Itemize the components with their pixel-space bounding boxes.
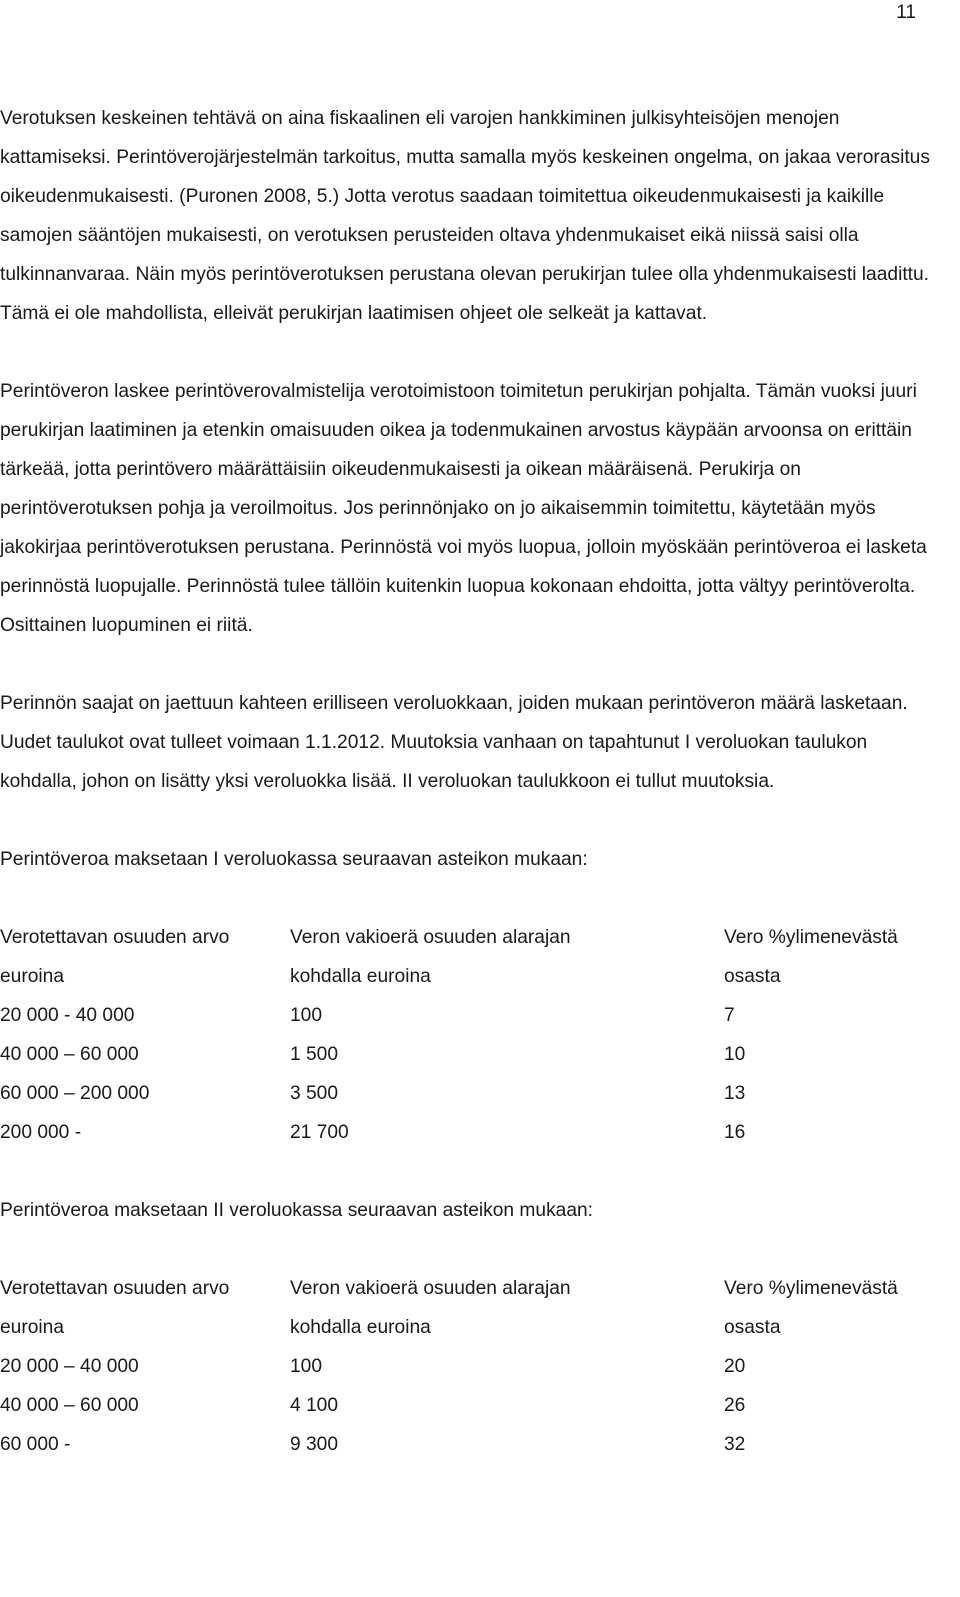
header-fixed-amount: Veron vakioerä osuuden alarajan	[290, 927, 571, 948]
header-fixed-amount: Veron vakioerä osuuden alarajan	[290, 1278, 571, 1299]
header-taxable-value-cont: euroina	[0, 966, 65, 987]
cell-value-range: 60 000 -	[0, 1434, 71, 1455]
paragraph-tax-classes: Perinnön saajat on jaettuun kahteen erilliseen veroluokkaan, joiden mukaan perintöveron määrä lasketaan. Uudet taulukot ovat tulleet voimaan 1.1.2012. Muutoksia vanhaan on tapahtunut I veroluokan taulukon kohdalla, johon on lisätty yksi veroluokka lisää. II veroluokan taulukkoon ei tullut muutoksia.	[0, 693, 908, 792]
cell-tax-percent: 13	[724, 1083, 746, 1104]
cell-value-range: 20 000 - 40 000	[0, 1005, 135, 1026]
header-taxable-value-cont: euroina	[0, 1317, 65, 1338]
header-taxable-value: Verotettavan osuuden arvo	[0, 1278, 230, 1299]
tax-table-class-1	[0, 918, 944, 1152]
table-header-row	[0, 957, 944, 996]
cell-tax-percent: 32	[724, 1434, 746, 1455]
cell-value-range: 200 000 -	[0, 1122, 82, 1143]
table-row	[0, 1425, 944, 1464]
paragraph-fiscal-purpose: Verotuksen keskeinen tehtävä on aina fiskaalinen eli varojen hankkiminen julkisyhteisöjen menojen kattamiseksi. Perintöverojärjestelmän tarkoitus, mutta samalla myös keskeinen ongelma, on jakaa verorasitus oikeudenmukaisesti. (Puronen 2008, 5.) Jotta verotus saadaan toimitettua oikeudenmukaisesti ja kaikille samojen sääntöjen mukaisesti, on verotuksen perusteiden oltava yhdenmukaiset eikä niissä saisi olla tulkinnanvaraa. Näin myös perintöverotuksen perustana olevan perukirjan tulee olla yhdenmukaisesti laadittu. Tämä ei ole mahdollista, elleivät perukirjan laatimisen ohjeet ole selkeät ja kattavat.	[0, 108, 930, 324]
table-row	[0, 1113, 944, 1152]
cell-value-range: 40 000 – 60 000	[0, 1044, 139, 1065]
cell-fixed-amount: 21 700	[290, 1122, 349, 1143]
table-row	[0, 1347, 944, 1386]
header-fixed-amount-cont: kohdalla euroina	[290, 1317, 431, 1338]
table-row	[0, 1386, 944, 1425]
tax-table-class-2	[0, 1269, 944, 1464]
cell-tax-percent: 16	[724, 1122, 746, 1143]
table-row	[0, 1035, 944, 1074]
table-header-row	[0, 1269, 944, 1308]
cell-fixed-amount: 100	[290, 1005, 323, 1026]
cell-value-range: 60 000 – 200 000	[0, 1083, 150, 1104]
header-taxable-value: Verotettavan osuuden arvo	[0, 927, 230, 948]
header-fixed-amount-cont: kohdalla euroina	[290, 966, 431, 987]
cell-fixed-amount: 1 500	[290, 1044, 339, 1065]
document-body	[0, 99, 944, 1464]
header-tax-percent: Vero %ylimenevästä	[724, 1278, 898, 1299]
paragraph-class-1-intro: Perintöveroa maksetaan I veroluokassa seuraavan asteikon mukaan:	[0, 849, 588, 870]
table-row	[0, 1074, 944, 1113]
table-row	[0, 996, 944, 1035]
header-tax-percent-cont: osasta	[724, 1317, 781, 1338]
cell-fixed-amount: 9 300	[290, 1434, 339, 1455]
paragraph-class-2-intro: Perintöveroa maksetaan II veroluokassa seuraavan asteikon mukaan:	[0, 1200, 594, 1221]
table-header-row	[0, 1308, 944, 1347]
page-number: 11	[896, 2, 916, 23]
cell-fixed-amount: 3 500	[290, 1083, 339, 1104]
cell-tax-percent: 26	[724, 1395, 746, 1416]
cell-fixed-amount: 4 100	[290, 1395, 339, 1416]
header-tax-percent: Vero %ylimenevästä	[724, 927, 898, 948]
table-header-row	[0, 918, 944, 957]
cell-tax-percent: 20	[724, 1356, 746, 1377]
cell-fixed-amount: 100	[290, 1356, 323, 1377]
header-tax-percent-cont: osasta	[724, 966, 781, 987]
paragraph-tax-calculation: Perintöveron laskee perintöverovalmistelija verotoimistoon toimitetun perukirjan pohjalta. Tämän vuoksi juuri perukirjan laatiminen ja etenkin omaisuuden oikea ja todenmukainen arvostus käypään arvoonsa on erittäin tärkeää, jotta perintövero määrättäisiin oikeudenmukaisesti ja oikean määräisenä. Perukirja on perintöverotuksen pohja ja veroilmoitus. Jos perinnönjako on jo aikaisemmin toimitettu, käytetään myös jakokirjaa perintöverotuksen perustana. Perinnöstä voi myös luopua, jolloin myöskään perintöveroa ei lasketa perinnöstä luopujalle. Perinnöstä tulee tällöin kuitenkin luopua kokonaan ehdoitta, jotta vältyy perintöverolta. Osittainen luopuminen ei riitä.	[0, 381, 927, 636]
cell-value-range: 40 000 – 60 000	[0, 1395, 139, 1416]
cell-tax-percent: 10	[724, 1044, 746, 1065]
cell-tax-percent: 7	[724, 1005, 735, 1026]
cell-value-range: 20 000 – 40 000	[0, 1356, 139, 1377]
